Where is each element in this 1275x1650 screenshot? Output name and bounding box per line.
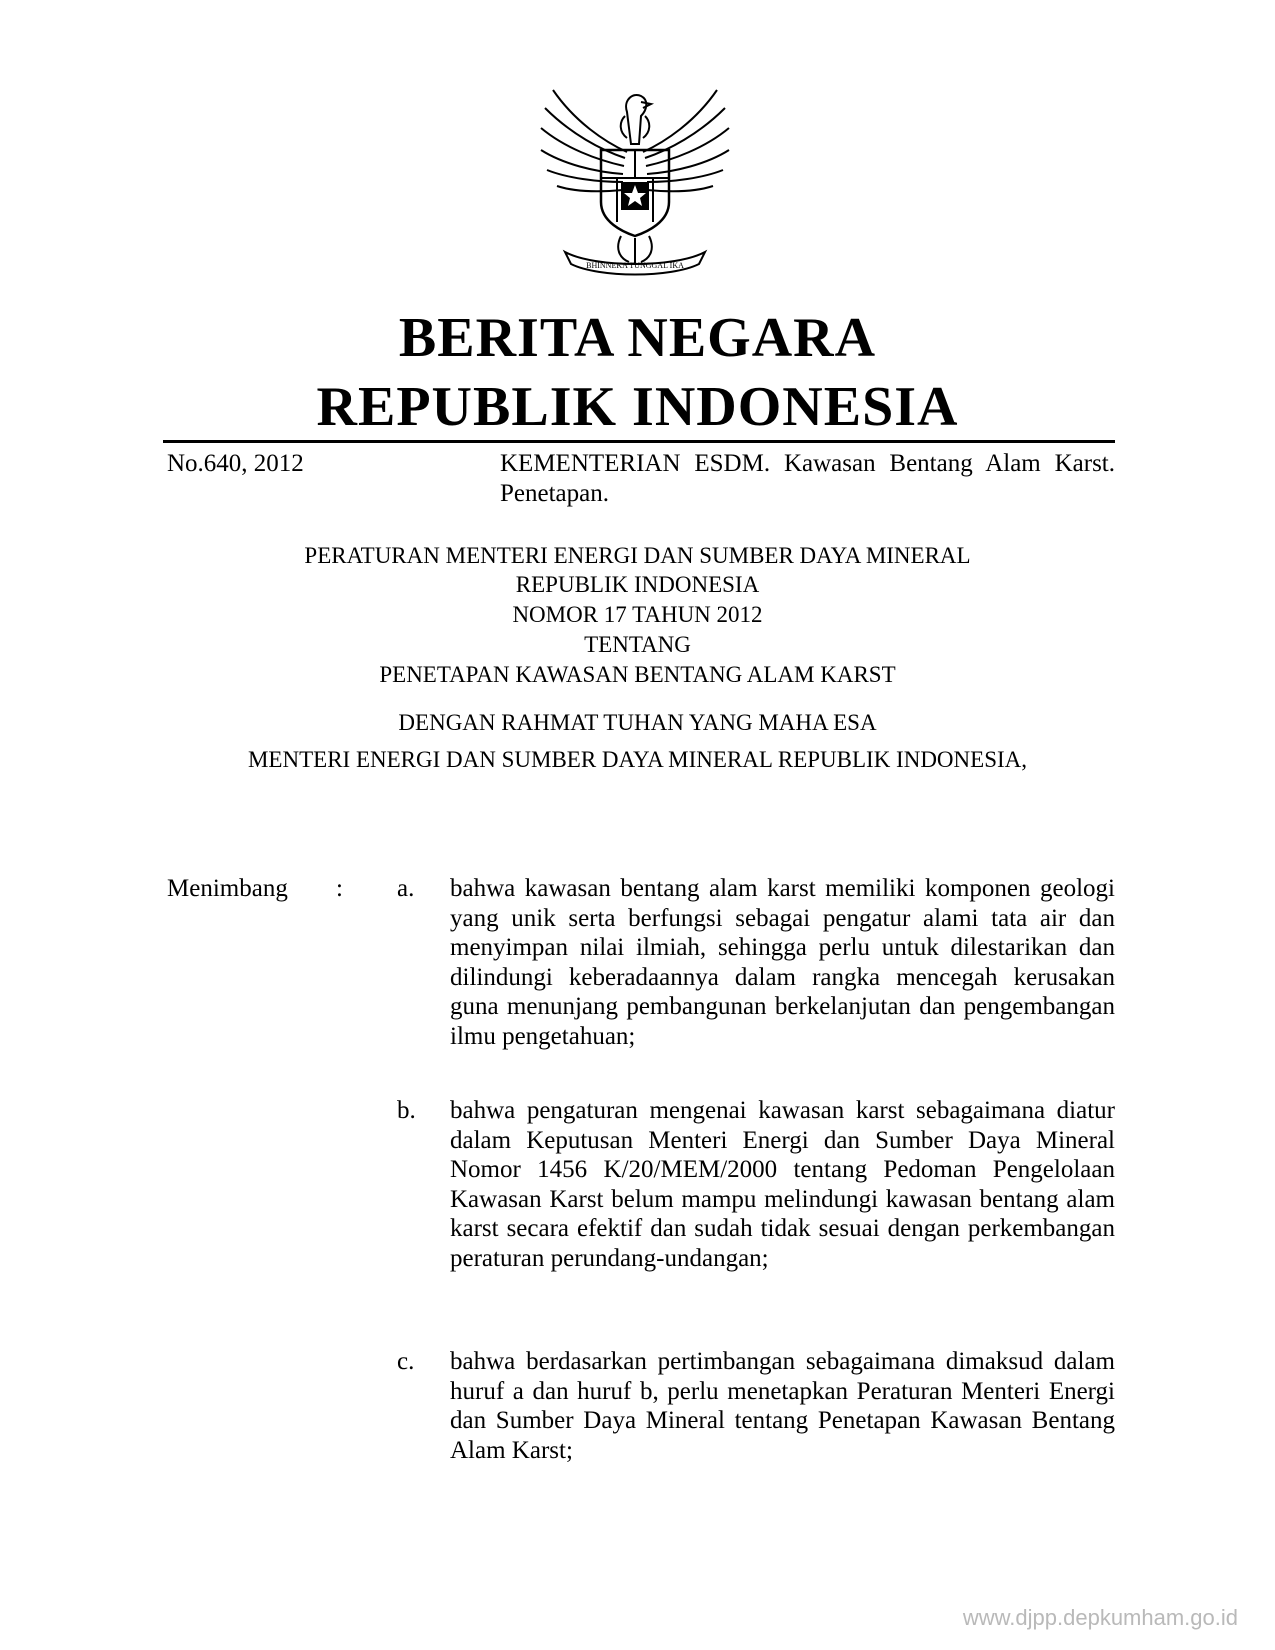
- document-title-line2: REPUBLIK INDONESIA: [316, 376, 959, 438]
- gazette-number: No.640, 2012: [167, 450, 304, 477]
- considering-item-text: bahwa pengaturan mengenai kawasan karst sebagaimana diatur dalam Keputusan Menteri Energi dan Sumber Daya Mineral Nomor 1456 K/20/MEM/2000 tentang Pedoman Pengelolaan Kawasan Karst belum mampu melindungi kawasan bentang alam karst secara efektif dan sudah tidak sesuai dengan perkembangan peraturan perundang-undangan;: [450, 1097, 1115, 1272]
- regulation-heading-line1: PERATURAN MENTERI ENERGI DAN SUMBER DAYA MINERAL: [304, 543, 971, 568]
- regulation-heading-line2: REPUBLIK INDONESIA: [515, 572, 760, 597]
- preamble-line2: MENTERI ENERGI DAN SUMBER DAYA MINERAL REPUBLIK INDONESIA,: [247, 747, 1028, 772]
- considering-item-letter: c.: [397, 1348, 415, 1375]
- considering-item-text: bahwa kawasan bentang alam karst memiliki komponen geologi yang unik serta berfungsi sebagai pengatur alami tata air dan menyimpan nilai ilmiah, sehingga perlu untuk dilestarikan dan dilindungi keberadaannya dalam rangka mencegah kerusakan guna menunjang pembangunan berkelanjutan dan pengembangan ilmu pengetahuan;: [450, 875, 1115, 1050]
- regulation-tentang: TENTANG: [584, 632, 691, 657]
- header-divider: [163, 440, 1115, 443]
- garuda-pancasila-emblem-icon: [535, 82, 735, 282]
- considering-colon: :: [336, 875, 343, 902]
- footer-url: www.djpp.depkumham.go.id: [962, 1605, 1238, 1630]
- regulation-subject: PENETAPAN KAWASAN BENTANG ALAM KARST: [379, 662, 896, 687]
- document-title-line1: BERITA NEGARA: [398, 307, 877, 369]
- considering-item-text: bahwa berdasarkan pertimbangan sebagaimana dimaksud dalam huruf a dan huruf b, perlu menetapkan Peraturan Menteri Energi dan Sumber Daya Mineral tentang Penetapan Kawasan Bentang Alam Karst;: [450, 1348, 1115, 1464]
- considering-label: Menimbang: [167, 875, 288, 902]
- considering-item-letter: a.: [397, 875, 415, 902]
- emblem-motto: BHINNEKA TUNGGAL IKA: [586, 261, 684, 270]
- preamble-line1: DENGAN RAHMAT TUHAN YANG MAHA ESA: [398, 710, 877, 735]
- gazette-subject: KEMENTERIAN ESDM. Kawasan Bentang Alam Karst. Penetapan.: [500, 450, 1115, 507]
- considering-item-letter: b.: [397, 1097, 416, 1124]
- regulation-number: NOMOR 17 TAHUN 2012: [512, 602, 763, 627]
